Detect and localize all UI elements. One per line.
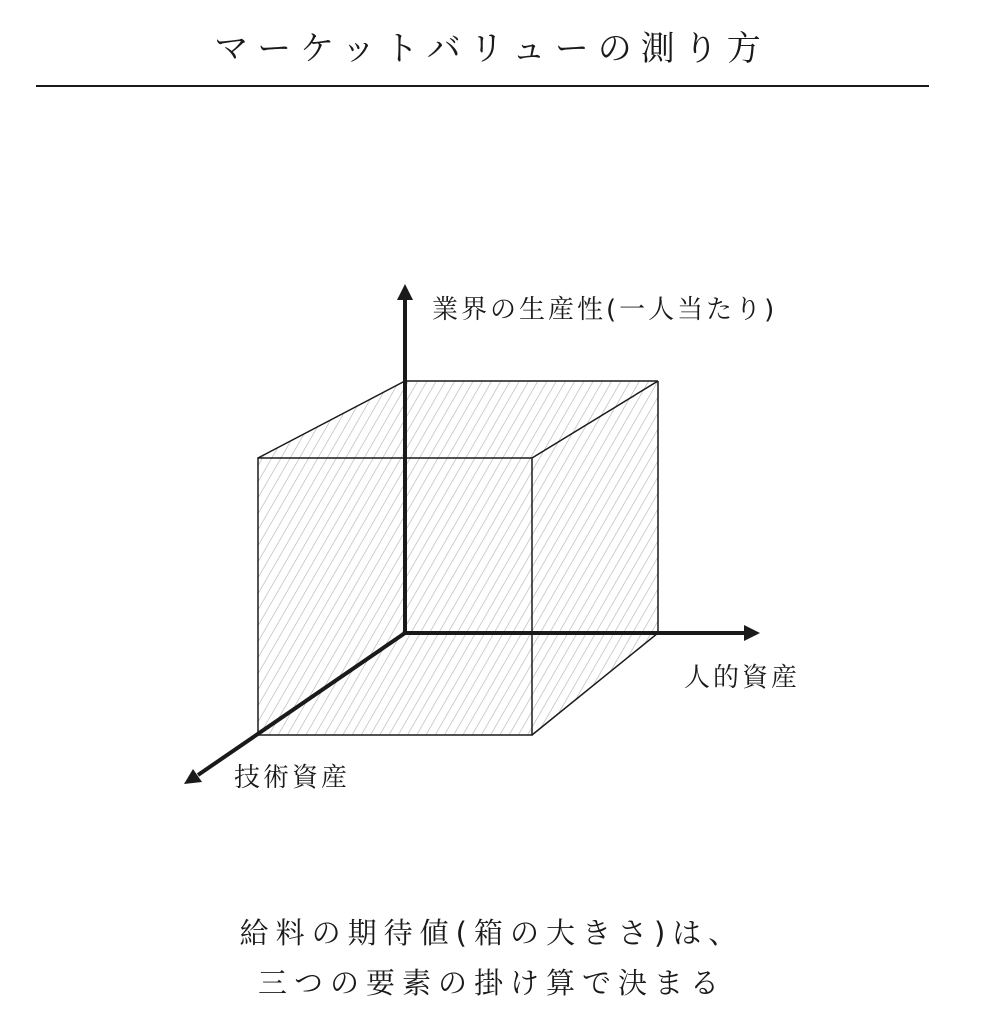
page-title: マーケットバリューの測り方 bbox=[214, 29, 770, 69]
caption bbox=[0, 908, 984, 1008]
caption-line-2: 三つの要素の掛け算で決まる bbox=[257, 966, 726, 1000]
arrow-up-icon bbox=[397, 284, 413, 300]
axis-left-label: 技術資産 bbox=[234, 763, 351, 793]
caption-line-1: 給料の期待値(箱の大きさ)は、 bbox=[239, 916, 745, 950]
arrow-right-icon bbox=[744, 625, 760, 641]
cube-front-face bbox=[258, 458, 532, 735]
axis-up-label: 業界の生産性(一人当たり) bbox=[432, 295, 778, 325]
axis-right-label: 人的資産 bbox=[684, 663, 801, 693]
